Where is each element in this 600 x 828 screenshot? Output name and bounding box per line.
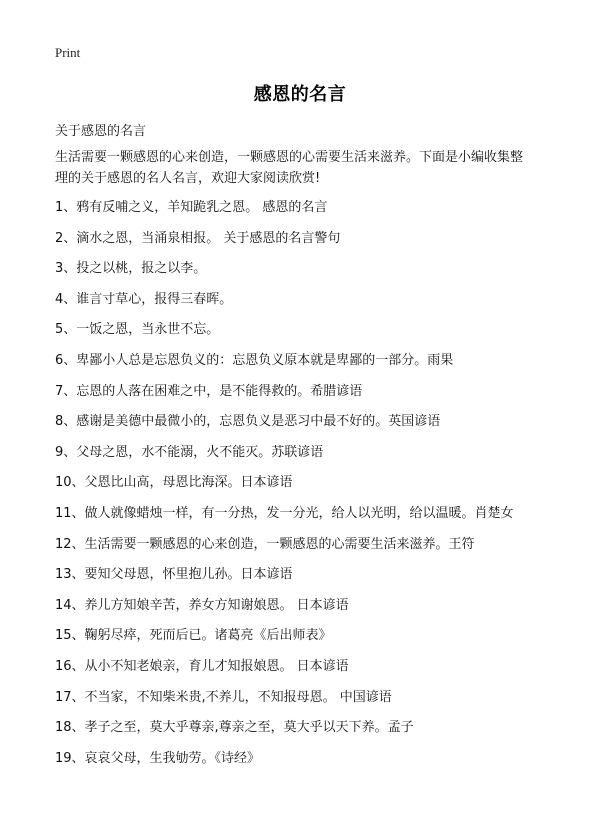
quote-item: 3、投之以桃，报之以李。 — [55, 261, 207, 277]
intro-line: 生活需要一颗感恩的心来创造，一颗感恩的心需要生活来滋养。下面是小编收集整 — [55, 150, 524, 165]
quote-item: 11、做人就像蜡烛一样，有一分热，发一分光，给人以光明，给以温暖。肖楚女 — [55, 505, 514, 521]
page-subtitle: 关于感恩的名言 — [55, 124, 147, 139]
intro-line: 理的关于感恩的名人名言，欢迎大家阅读欣赏! — [55, 171, 321, 186]
quote-item: 12、生活需要一颗感恩的心来创造，一颗感恩的心需要生活来滋养。王符 — [55, 536, 475, 552]
quote-list — [55, 198, 585, 779]
quote-item: 4、谁言寸草心，报得三春晖。 — [55, 291, 233, 307]
quote-item: 9、父母之恩，水不能溺，火不能灭。苏联谚语 — [55, 444, 324, 460]
page-title: 感恩的名言 — [253, 84, 347, 105]
quote-item: 13、要知父母恩，怀里抱儿孙。日本谚语 — [55, 567, 293, 583]
quote-item: 15、鞠躬尽瘁，死而后已。诸葛亮《后出师表》 — [55, 628, 332, 644]
quote-item: 6、卑鄙小人总是忘恩负义的：忘恩负义原本就是卑鄙的一部分。雨果 — [55, 352, 454, 368]
quote-item: 5、一饭之恩，当永世不忘。 — [55, 322, 220, 338]
quote-item: 14、养儿方知娘辛苦，养女方知谢娘恩。 日本谚语 — [55, 597, 349, 613]
quote-item: 18、孝子之至，莫大乎尊亲,尊亲之至，莫大乎以天下养。孟子 — [55, 720, 414, 736]
quote-item: 17、不当家，不知柴米贵,不养儿，不知报母恩。 中国谚语 — [55, 689, 392, 705]
quote-item: 16、从小不知老娘亲，育儿才知报娘恩。 日本谚语 — [55, 658, 349, 674]
print-label: Print — [55, 45, 81, 60]
quote-item: 1、鸦有反哺之义，羊知跪乳之恩。 感恩的名言 — [55, 200, 328, 215]
quote-item: 8、感谢是美德中最微小的，忘恩负义是恶习中最不好的。英国谚语 — [55, 414, 441, 430]
quote-item: 10、父恩比山高，母恩比海深。日本谚语 — [55, 475, 293, 491]
quote-item: 2、滴水之恩，当涌泉相报。 关于感恩的名言警句 — [55, 230, 341, 246]
intro-paragraph — [55, 147, 555, 189]
quote-item: 7、忘恩的人落在困难之中，是不能得救的。希腊谚语 — [55, 383, 363, 399]
quote-item: 19、哀哀父母，生我劬劳。《诗经》 — [55, 750, 261, 766]
